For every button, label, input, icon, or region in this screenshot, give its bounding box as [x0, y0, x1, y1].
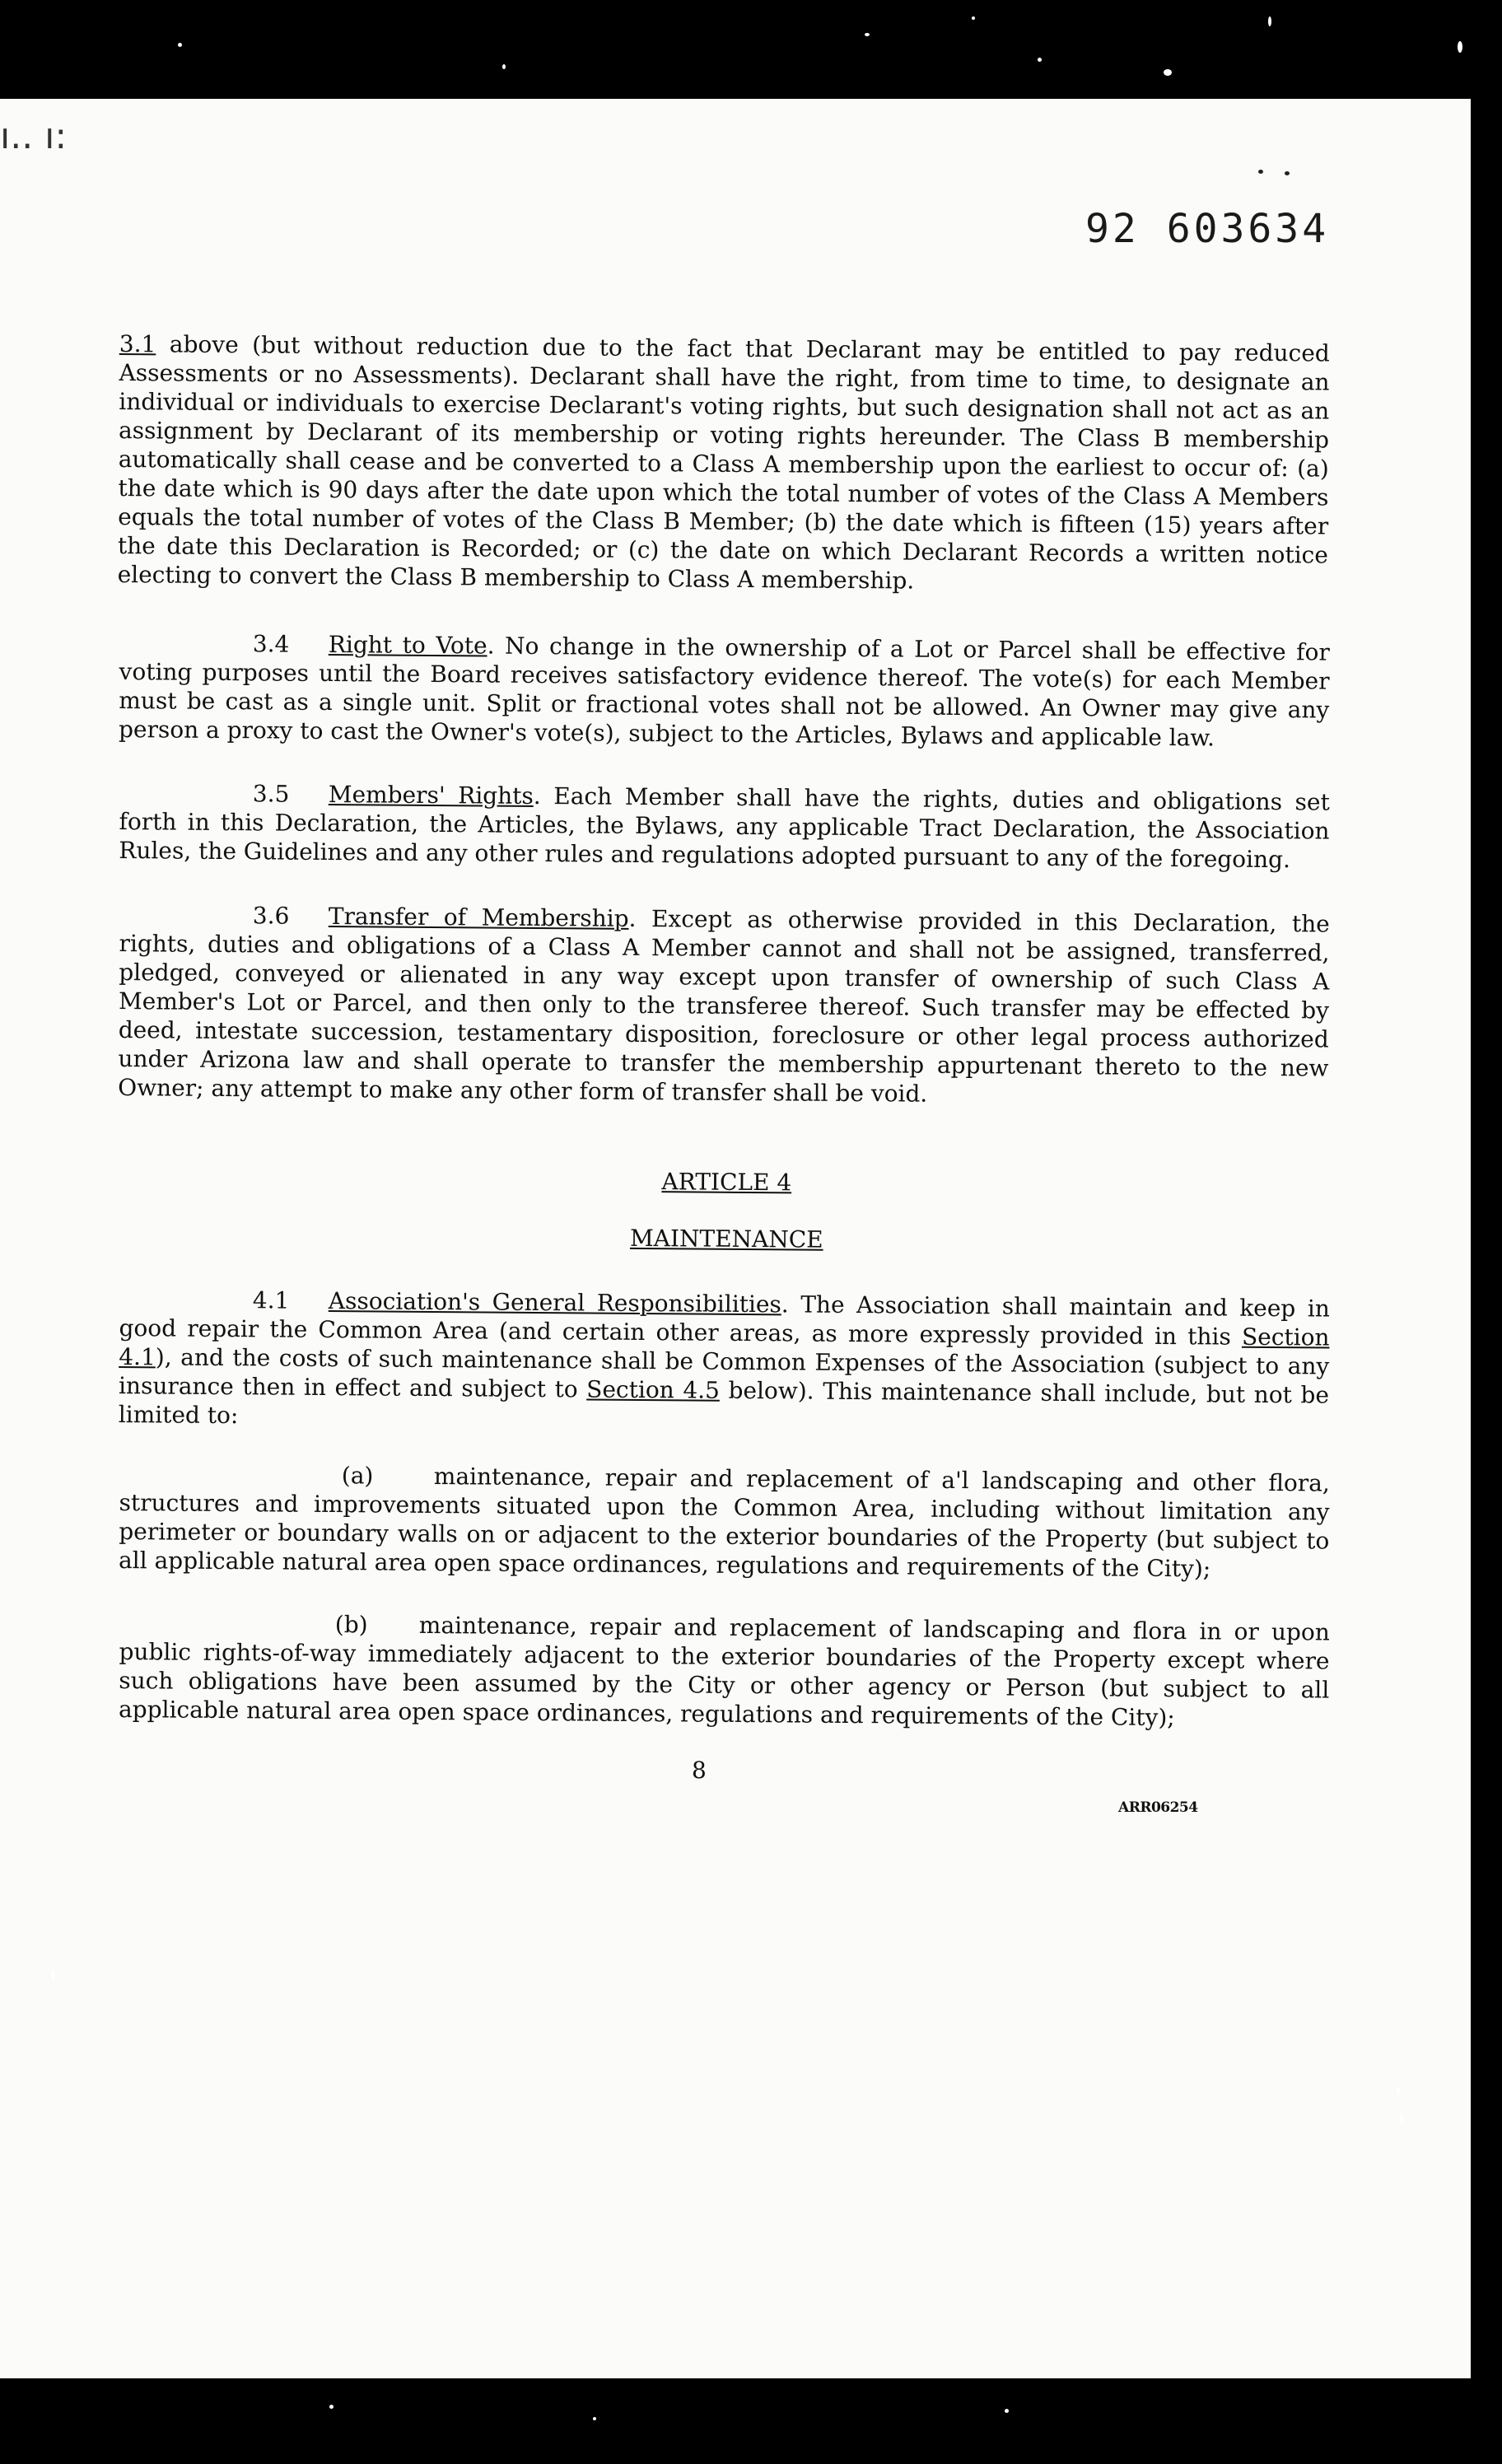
section-title: Association's General Responsibilities	[328, 1286, 782, 1318]
scan-speck	[1005, 2409, 1009, 2413]
paragraph-3-6	[118, 900, 1330, 1112]
paragraph-text: ), and the costs of such maintenance shall be Common Expenses of the Association (subject to any insurance then in effect and subject to	[118, 1343, 1330, 1403]
paragraph-3-1-continued	[118, 329, 1330, 599]
paragraph-text: . No change in the ownership of a Lot or Parcel shall be effective for voting purposes until the Board receives satisfactory evidence thereof. The vote(s) for each Member must be cast as a single unit. Split or fractional votes shall not be allowed. An Owner may give any person a proxy to cast the Owner's vote(s), subject to the Articles, Bylaws and applicable law.	[118, 632, 1330, 752]
section-number: 3.4	[252, 630, 290, 658]
paragraph-4-1	[119, 1285, 1330, 1439]
paragraph-text: . Except as otherwise provided in this Declaration, the rights, duties and obligations of a Class A Member cannot and shall not be assigned, transferred, pledged, conveyed or alienated in any way except upon transfer of ownership of such Class A Member's Lot or Parcel, and then only to the transferee thereof. Such transfer may be effected by deed, intestate succession, testamentary disposition, foreclosure or other legal process authorized under Arizona law and shall operate to transfer the membership appurtenant thereto to the new Owner; any attempt to make any other form of transfer shall be void.	[118, 904, 1330, 1108]
scan-speck	[865, 33, 870, 36]
document-number: 92 603634	[1085, 206, 1330, 252]
paragraph-4-1-a	[119, 1459, 1330, 1584]
scan-speck	[593, 2417, 596, 2420]
scan-speck	[329, 2405, 334, 2409]
paragraph-text: . Each Member shall have the rights, duties and obligations set forth in this Declaration, the Articles, the Bylaws, any applicable Tract Declaration, the Association Rules, the Guidelines and any other rules and regulations adopted pursuant to any of the foregoing.	[119, 782, 1330, 874]
paragraph-4-1-b	[119, 1608, 1330, 1734]
section-number: 4.1	[252, 1286, 290, 1314]
paragraph-text: . The Association shall maintain and keep in good repair the Common Area (and certain other areas, as more expressly provided in this	[119, 1290, 1330, 1351]
paragraph-text: maintenance, repair and replacement of landscaping and flora in or upon public rights-of-way immediately adjacent to the exterior boundaries of the Property except where such obligations have been assumed by the City or other agency or Person (but subject to all applicable natural area open space ordinances, regulations and requirements of the City);	[118, 1611, 1330, 1732]
section-number: 3.5	[252, 780, 290, 808]
scan-speck	[1164, 69, 1172, 76]
article-heading: ARTICLE 4	[661, 1168, 792, 1197]
scan-speck	[972, 16, 975, 20]
section-title: Transfer of Membership	[328, 902, 629, 932]
scan-speck	[1400, 2112, 1403, 2124]
page-number: 8	[692, 1757, 707, 1784]
scan-speck	[1458, 41, 1462, 53]
corner-mark: ı.. ı:	[0, 115, 68, 157]
paragraph-3-4	[119, 628, 1330, 754]
section-reference: Section 4.1	[119, 1323, 1330, 1371]
bates-number: ARR06254	[1118, 1799, 1198, 1816]
article-title: MAINTENANCE	[629, 1224, 823, 1253]
section-reference: 3.1	[119, 329, 156, 358]
scan-speck	[51, 1970, 55, 1980]
scan-speck	[1397, 2086, 1400, 2096]
scan-speck	[178, 43, 182, 47]
scan-speck	[502, 64, 506, 69]
section-title: Members' Rights	[328, 780, 534, 810]
scan-speck	[1258, 170, 1263, 174]
paragraph-text: below). This maintenance shall include, but not be limited to:	[118, 1376, 1330, 1430]
section-reference: Section 4.5	[586, 1375, 721, 1404]
item-label: (b)	[334, 1611, 368, 1639]
item-label: (a)	[341, 1462, 374, 1490]
section-number: 3.6	[252, 902, 290, 930]
paragraph-3-5	[119, 778, 1330, 875]
scan-speck	[1038, 58, 1042, 62]
scan-speck	[1268, 16, 1271, 26]
paragraph-text: maintenance, repair and replacement of a'l landscaping and other flora, structures and improvements situated upon the Common Area, including without limitation any perimeter or boundary walls on or adjacent to the exterior boundaries of the Property (but subject to all applicable natural area open space ordinances, regulations and requirements of the City);	[118, 1463, 1330, 1583]
section-title: Right to Vote	[328, 630, 487, 660]
scan-speck	[1285, 171, 1290, 175]
paragraph-text: above (but without reduction due to the fact that Declarant may be entitled to pay reduced Assessments or no Assessments). Declarant shall have the right, from time to time, to designate an individual or individuals to exercise Declarant's voting rights, but such designation shall not act as an assignment by Declarant of its membership or voting rights hereunder. The Class B membership automatically shall cease and be converted to a Class A membership upon the earliest to occur of: (a) the date which is 90 days after the date upon which the total number of votes of the Class A Members equals the total number of votes of the Class B Member; (b) the date which is fifteen (15) years after the date this Declaration is Recorded; or (c) the date on which Declarant Records a written notice electing to convert the Class B membership to Class A membership.	[117, 330, 1330, 595]
